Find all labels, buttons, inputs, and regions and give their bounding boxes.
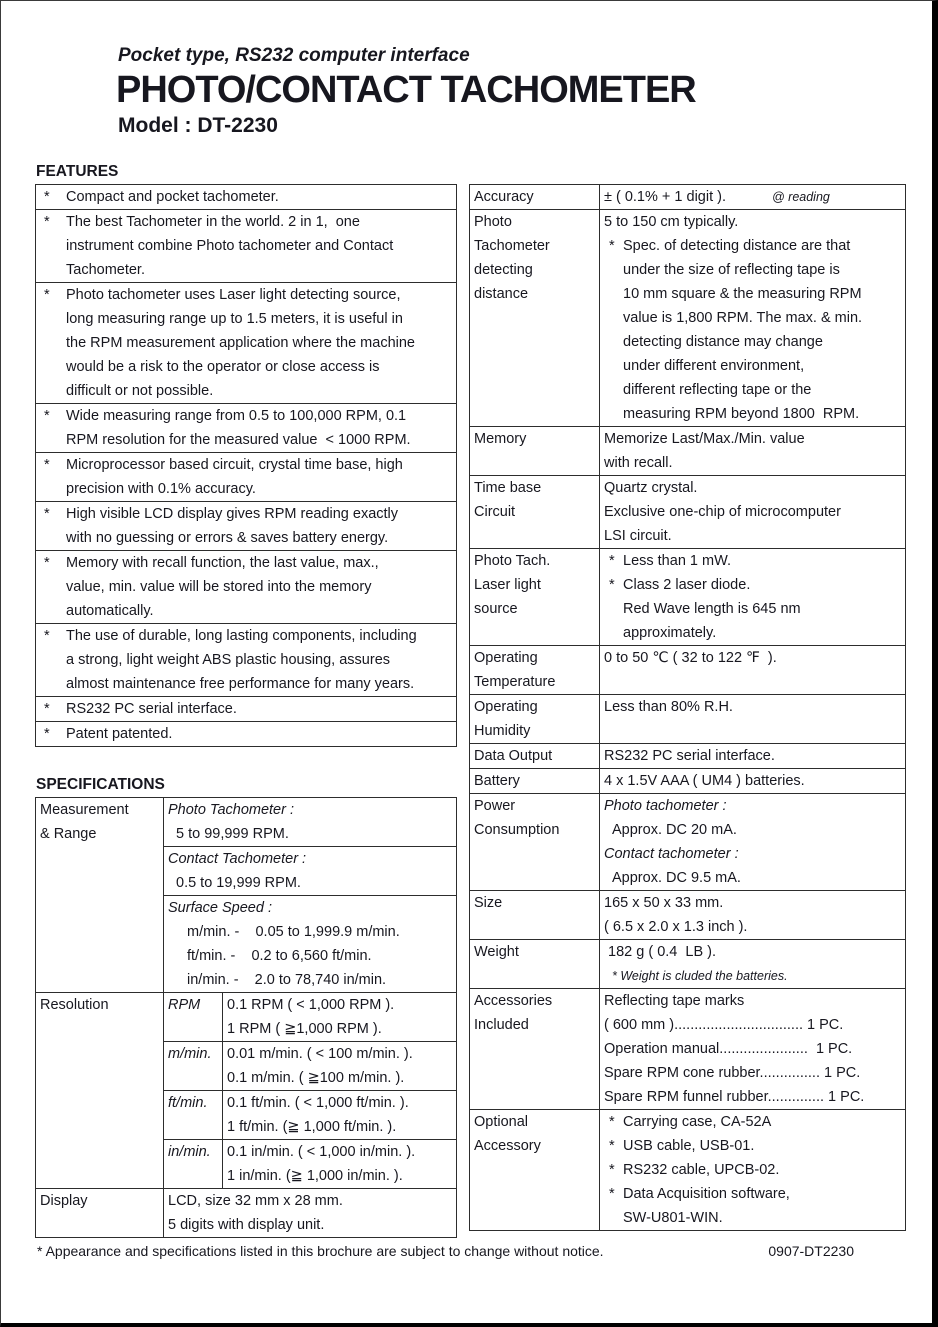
spec-row: [470, 940, 906, 989]
text: ft/min. - 0.2 to 6,560 ft/min.: [187, 948, 372, 965]
text: 5 to 150 cm typically.: [604, 214, 739, 231]
label-line: Accessory: [474, 1138, 541, 1155]
text: 5 to 99,999 RPM.: [176, 826, 289, 843]
text: value is 1,800 RPM. The max. & min.: [623, 310, 863, 327]
annotation-text: @ reading: [772, 190, 830, 205]
unit-label-cell: [164, 1091, 223, 1140]
value-cell: [600, 940, 906, 989]
label-line: Circuit: [474, 504, 516, 521]
spec-row: [36, 993, 457, 1042]
value-cell: [600, 769, 906, 794]
text-line: [604, 378, 901, 402]
text: 0.5 to 19,999 RPM.: [176, 875, 301, 892]
feature-line: Photo tachometer uses Laser light detecting source,: [66, 287, 401, 304]
value-cell: [164, 847, 457, 896]
two-column-layout: [1, 163, 932, 1238]
text: 1 in/min. (≧ 1,000 in/min. ).: [227, 1168, 403, 1185]
label-line: source: [474, 601, 518, 618]
spec-row: [470, 744, 906, 769]
feature-line: Microprocessor based circuit, crystal time base, high: [66, 457, 403, 474]
label-line: Consumption: [474, 822, 560, 839]
text: SW-U801-WIN.: [623, 1210, 723, 1227]
asterisk-bullet: *: [44, 555, 50, 572]
spec-row: [470, 794, 906, 891]
text-line: [604, 964, 901, 988]
text-line: [168, 798, 452, 822]
text: * Weight is cluded the batteries.: [612, 969, 788, 984]
feature-text-cell: [36, 697, 457, 722]
row-label-cell: [470, 185, 600, 210]
unit-label: in/min.: [168, 1144, 211, 1161]
feature-line: Patent patented.: [66, 726, 173, 743]
feature-line: The use of durable, long lasting components, including: [66, 628, 417, 645]
value-cell: [600, 891, 906, 940]
label-line: Data Output: [474, 748, 553, 765]
feature-line: long measuring range up to 1.5 meters, it is useful in: [66, 311, 403, 328]
text: RS232 PC serial interface.: [604, 748, 775, 765]
feature-line: almost maintenance free performance for many years.: [66, 676, 415, 693]
spec-row: [470, 989, 906, 1110]
feature-text-cell: [36, 210, 457, 283]
label-line: Humidity: [474, 723, 531, 740]
feature-row: [36, 502, 457, 551]
text-line: [604, 1037, 901, 1061]
label-line: Time base: [474, 480, 542, 497]
text: Less than 80% R.H.: [604, 699, 733, 716]
text: 0.1 m/min. ( ≧100 m/min. ).: [227, 1070, 405, 1087]
label-line: Laser light: [474, 577, 541, 594]
asterisk-bullet: *: [609, 1162, 615, 1179]
label-line: Memory: [474, 431, 527, 448]
feature-text-cell: [36, 624, 457, 697]
feature-row: [36, 404, 457, 453]
value-cell: [223, 1042, 457, 1091]
text-line: [168, 822, 452, 846]
text: 1 ft/min. (≧ 1,000 ft/min. ).: [227, 1119, 397, 1136]
spec-row: [470, 210, 906, 427]
row-label-cell: [470, 989, 600, 1110]
unit-label-cell: [164, 1042, 223, 1091]
row-label-cell: [470, 1110, 600, 1231]
product-title: PHOTO/CONTACT TACHOMETER: [116, 69, 696, 111]
feature-row: [36, 210, 457, 283]
text-line: [604, 1061, 901, 1085]
spec-row: [470, 891, 906, 940]
feature-text-cell: [36, 453, 457, 502]
spec-row: [470, 769, 906, 794]
feature-line: High visible LCD display gives RPM reading exactly: [66, 506, 399, 523]
model-number: Model : DT-2230: [118, 114, 278, 138]
unit-label: RPM: [168, 997, 201, 1014]
features-table: [35, 184, 457, 747]
feature-text-cell: [36, 404, 457, 453]
text: Exclusive one-chip of microcomputer: [604, 504, 841, 521]
spec-row: [470, 646, 906, 695]
text: Approx. DC 9.5 mA.: [612, 870, 741, 887]
text-line: [604, 769, 901, 793]
text: Contact Tachometer :: [168, 851, 307, 868]
label-line: Power: [474, 798, 516, 815]
text-line: [604, 427, 901, 451]
document-code: 0907-DT2230: [768, 1243, 854, 1260]
feature-row: [36, 697, 457, 722]
text-line: [168, 896, 452, 920]
label-line: Weight: [474, 944, 519, 961]
text-line: [604, 744, 901, 768]
text: approximately.: [623, 625, 717, 642]
text-line: [227, 1140, 452, 1164]
spec-row: [36, 798, 457, 847]
asterisk-bullet: *: [609, 553, 615, 570]
label-line: Optional: [474, 1114, 529, 1131]
label-line: Battery: [474, 773, 520, 790]
label-line: distance: [474, 286, 529, 303]
text: 1 RPM ( ≧1,000 RPM ).: [227, 1021, 382, 1038]
text: measuring RPM beyond 1800 RPM.: [623, 406, 860, 423]
right-column: [469, 163, 906, 1238]
text: Spare RPM cone rubber............... 1 PC.: [604, 1065, 861, 1082]
feature-line: Compact and pocket tachometer.: [66, 189, 279, 206]
text: 0.1 RPM ( < 1,000 RPM ).: [227, 997, 395, 1014]
text-line: [604, 597, 901, 621]
value-cell: [600, 427, 906, 476]
text-line: [604, 402, 901, 426]
text-line: [604, 646, 901, 670]
text-line: [168, 1213, 452, 1237]
text-line: [604, 451, 901, 475]
asterisk-bullet: *: [609, 1186, 615, 1203]
left-column: [35, 163, 457, 1238]
asterisk-bullet: *: [609, 1138, 615, 1155]
text-line: [604, 842, 901, 866]
text-line: [604, 695, 901, 719]
spec-row: [470, 427, 906, 476]
feature-line: automatically.: [66, 603, 154, 620]
value-cell: [600, 476, 906, 549]
text: Red Wave length is 645 nm: [623, 601, 801, 618]
row-label-cell: [36, 1189, 164, 1238]
text-line: [604, 915, 901, 939]
label-line: detecting: [474, 262, 533, 279]
row-label-cell: [470, 891, 600, 940]
row-label-cell: [470, 695, 600, 744]
value-cell: [600, 549, 906, 646]
text: Data Acquisition software,: [623, 1186, 790, 1203]
label-line: Tachometer: [474, 238, 550, 255]
text: 165 x 50 x 33 mm.: [604, 895, 724, 912]
text-line: [604, 524, 901, 548]
spec-row: [470, 695, 906, 744]
label-line: Operating: [474, 650, 538, 667]
text: Operation manual...................... 1 PC.: [604, 1041, 853, 1058]
feature-text-cell: [36, 722, 457, 747]
text: Photo tachometer :: [604, 798, 727, 815]
feature-line: the RPM measurement application where the machine: [66, 335, 415, 352]
value-cell: [600, 794, 906, 891]
specifications-heading: SPECIFICATIONS: [36, 776, 165, 794]
asterisk-bullet: *: [44, 701, 50, 718]
text: Memorize Last/Max./Min. value: [604, 431, 805, 448]
text-line: [227, 1066, 452, 1090]
feature-row: [36, 624, 457, 697]
text-line: [227, 1017, 452, 1041]
asterisk-bullet: *: [609, 1114, 615, 1131]
feature-text-cell: [36, 185, 457, 210]
value-cell: [600, 744, 906, 769]
text-line: [604, 866, 901, 890]
feature-text-cell: [36, 283, 457, 404]
feature-line: Tachometer.: [66, 262, 145, 279]
label-line: Photo Tach.: [474, 553, 551, 570]
label-line: Size: [474, 895, 503, 912]
text: under the size of reflecting tape is: [623, 262, 840, 279]
text: Spec. of detecting distance are that: [623, 238, 851, 255]
text: USB cable, USB-01.: [623, 1138, 755, 1155]
page-footer: [1, 1238, 932, 1259]
text: 0.1 in/min. ( < 1,000 in/min. ).: [227, 1144, 416, 1161]
text: 0.1 ft/min. ( < 1,000 ft/min. ).: [227, 1095, 409, 1112]
text-line: [604, 330, 901, 354]
text: RS232 cable, UPCB-02.: [623, 1162, 780, 1179]
text: Carrying case, CA-52A: [623, 1114, 772, 1131]
text: Spare RPM funnel rubber.............. 1 PC.: [604, 1089, 865, 1106]
disclaimer-note: * Appearance and specifications listed in this brochure are subject to change without notice.: [37, 1243, 604, 1260]
spec-row: [36, 1189, 457, 1238]
text-line: [604, 476, 901, 500]
value-cell: [600, 185, 906, 210]
feature-line: precision with 0.1% accuracy.: [66, 481, 256, 498]
text-line: [227, 1164, 452, 1188]
text: different reflecting tape or the: [623, 382, 812, 399]
value-cell: [223, 1091, 457, 1140]
text-line: [604, 794, 901, 818]
text: 4 x 1.5V AAA ( UM4 ) batteries.: [604, 773, 805, 790]
feature-line: Memory with recall function, the last value, max.,: [66, 555, 379, 572]
feature-line: RS232 PC serial interface.: [66, 701, 237, 718]
feature-line: a strong, light weight ABS plastic housing, assures: [66, 652, 391, 669]
text-line: [604, 989, 901, 1013]
feature-row: [36, 722, 457, 747]
feature-line: RPM resolution for the measured value < 1000 RPM.: [66, 432, 411, 449]
right-specs-table: [469, 184, 906, 1231]
text: 0.01 m/min. ( < 100 m/min. ).: [227, 1046, 413, 1063]
feature-row: [36, 551, 457, 624]
asterisk-bullet: *: [44, 408, 50, 425]
text: Quartz crystal.: [604, 480, 698, 497]
text: under different environment,: [623, 358, 805, 375]
value-cell: [600, 210, 906, 427]
text-line: [168, 1189, 452, 1213]
text-line: [604, 1158, 901, 1182]
label-line: Accessories: [474, 993, 553, 1010]
product-subtitle: Pocket type, RS232 computer interface: [118, 45, 470, 66]
row-label-cell: [470, 646, 600, 695]
value-cell: [164, 798, 457, 847]
row-label-cell: [470, 427, 600, 476]
text: LCD, size 32 mm x 28 mm.: [168, 1193, 343, 1210]
value-cell: [223, 1140, 457, 1189]
unit-label: ft/min.: [168, 1095, 208, 1112]
text-line: [604, 1182, 901, 1206]
text-line: [604, 573, 901, 597]
text: Contact tachometer :: [604, 846, 739, 863]
text-line: [604, 306, 901, 330]
spec-row: [470, 476, 906, 549]
row-label-cell: [470, 549, 600, 646]
label-line: Operating: [474, 699, 538, 716]
spec-row: [470, 1110, 906, 1231]
features-heading: FEATURES: [36, 163, 119, 181]
text-line: [168, 968, 452, 992]
value-cell: [223, 993, 457, 1042]
text: Less than 1 mW.: [623, 553, 731, 570]
text: ( 6.5 x 2.0 x 1.3 inch ).: [604, 919, 748, 936]
text: ± ( 0.1% + 1 digit ).: [604, 189, 726, 206]
text-line: [227, 1042, 452, 1066]
feature-row: [36, 185, 457, 210]
spec-row: [470, 549, 906, 646]
text: with recall.: [604, 455, 673, 472]
text: Class 2 laser diode.: [623, 577, 751, 594]
text: in/min. - 2.0 to 78,740 in/min.: [187, 972, 387, 989]
label-line: Temperature: [474, 674, 556, 691]
document-header: [1, 1, 932, 138]
specifications-table: [35, 797, 457, 1238]
row-label-cell: [470, 940, 600, 989]
feature-text-cell: [36, 551, 457, 624]
feature-row: [36, 453, 457, 502]
row-label-cell: [470, 476, 600, 549]
text-line: [604, 1134, 901, 1158]
text: Surface Speed :: [168, 900, 272, 917]
label-line: Measurement: [40, 802, 129, 819]
row-label-cell: [470, 769, 600, 794]
row-label-cell: [470, 794, 600, 891]
text-line: [604, 1085, 901, 1109]
text: 10 mm square & the measuring RPM: [623, 286, 862, 303]
spec-row: [470, 185, 906, 210]
unit-label-cell: [164, 993, 223, 1042]
asterisk-bullet: *: [44, 189, 50, 206]
feature-line: value, min. value will be stored into the memory: [66, 579, 372, 596]
text: Reflecting tape marks: [604, 993, 745, 1010]
text: 182 g ( 0.4 LB ).: [604, 944, 717, 961]
text-line: [227, 1091, 452, 1115]
text-line: [604, 234, 901, 258]
text: LSI circuit.: [604, 528, 672, 545]
text-line: [168, 847, 452, 871]
text: ( 600 mm )................................ 1 PC.: [604, 1017, 844, 1034]
text-line: [604, 818, 901, 842]
feature-line: Wide measuring range from 0.5 to 100,000 RPM, 0.1: [66, 408, 407, 425]
text-line: [604, 500, 901, 524]
asterisk-bullet: *: [44, 287, 50, 304]
text-line: [604, 210, 901, 234]
text-line: [168, 871, 452, 895]
label-line: Display: [40, 1193, 88, 1210]
feature-line: The best Tachometer in the world. 2 in 1, one: [66, 214, 360, 231]
asterisk-bullet: *: [609, 577, 615, 594]
value-cell: [164, 1189, 457, 1238]
label-line: & Range: [40, 826, 97, 843]
text-line: [604, 185, 901, 209]
text-line: [604, 354, 901, 378]
text-line: [604, 258, 901, 282]
text-line: [604, 282, 901, 306]
text-line: [227, 993, 452, 1017]
text-line: [604, 1206, 901, 1230]
text-line: [168, 920, 452, 944]
label-line: Photo: [474, 214, 512, 231]
asterisk-bullet: *: [44, 506, 50, 523]
text-line: [168, 944, 452, 968]
text-line: [604, 1110, 901, 1134]
feature-line: would be a risk to the operator or close access is: [66, 359, 380, 376]
text-line: [227, 1115, 452, 1139]
unit-label-cell: [164, 1140, 223, 1189]
value-cell: [164, 896, 457, 993]
row-label-cell: [470, 210, 600, 427]
value-cell: [600, 695, 906, 744]
text-line: [604, 549, 901, 573]
value-cell: [600, 1110, 906, 1231]
text: Approx. DC 20 mA.: [612, 822, 737, 839]
row-label-cell: [36, 993, 164, 1189]
value-cell: [600, 646, 906, 695]
unit-label: m/min.: [168, 1046, 212, 1063]
asterisk-bullet: *: [609, 238, 615, 255]
row-label-cell: [36, 798, 164, 993]
row-label-cell: [470, 744, 600, 769]
feature-line: with no guessing or errors & saves battery energy.: [66, 530, 389, 547]
text-line: [604, 1013, 901, 1037]
asterisk-bullet: *: [44, 628, 50, 645]
text: m/min. - 0.05 to 1,999.9 m/min.: [187, 924, 400, 941]
feature-row: [36, 283, 457, 404]
text: 0 to 50 ℃ ( 32 to 122 ℉ ).: [604, 650, 777, 667]
text: 5 digits with display unit.: [168, 1217, 325, 1234]
text-line: [604, 621, 901, 645]
feature-line: instrument combine Photo tachometer and Contact: [66, 238, 394, 255]
asterisk-bullet: *: [44, 726, 50, 743]
label-line: Resolution: [40, 997, 109, 1014]
text: detecting distance may change: [623, 334, 823, 351]
value-cell: [600, 989, 906, 1110]
asterisk-bullet: *: [44, 214, 50, 231]
text-line: [604, 940, 901, 964]
label-line: Included: [474, 1017, 529, 1034]
asterisk-bullet: *: [44, 457, 50, 474]
text-line: [604, 891, 901, 915]
feature-text-cell: [36, 502, 457, 551]
feature-line: difficult or not possible.: [66, 383, 214, 400]
text: Photo Tachometer :: [168, 802, 295, 819]
label-line: Accuracy: [474, 189, 534, 206]
